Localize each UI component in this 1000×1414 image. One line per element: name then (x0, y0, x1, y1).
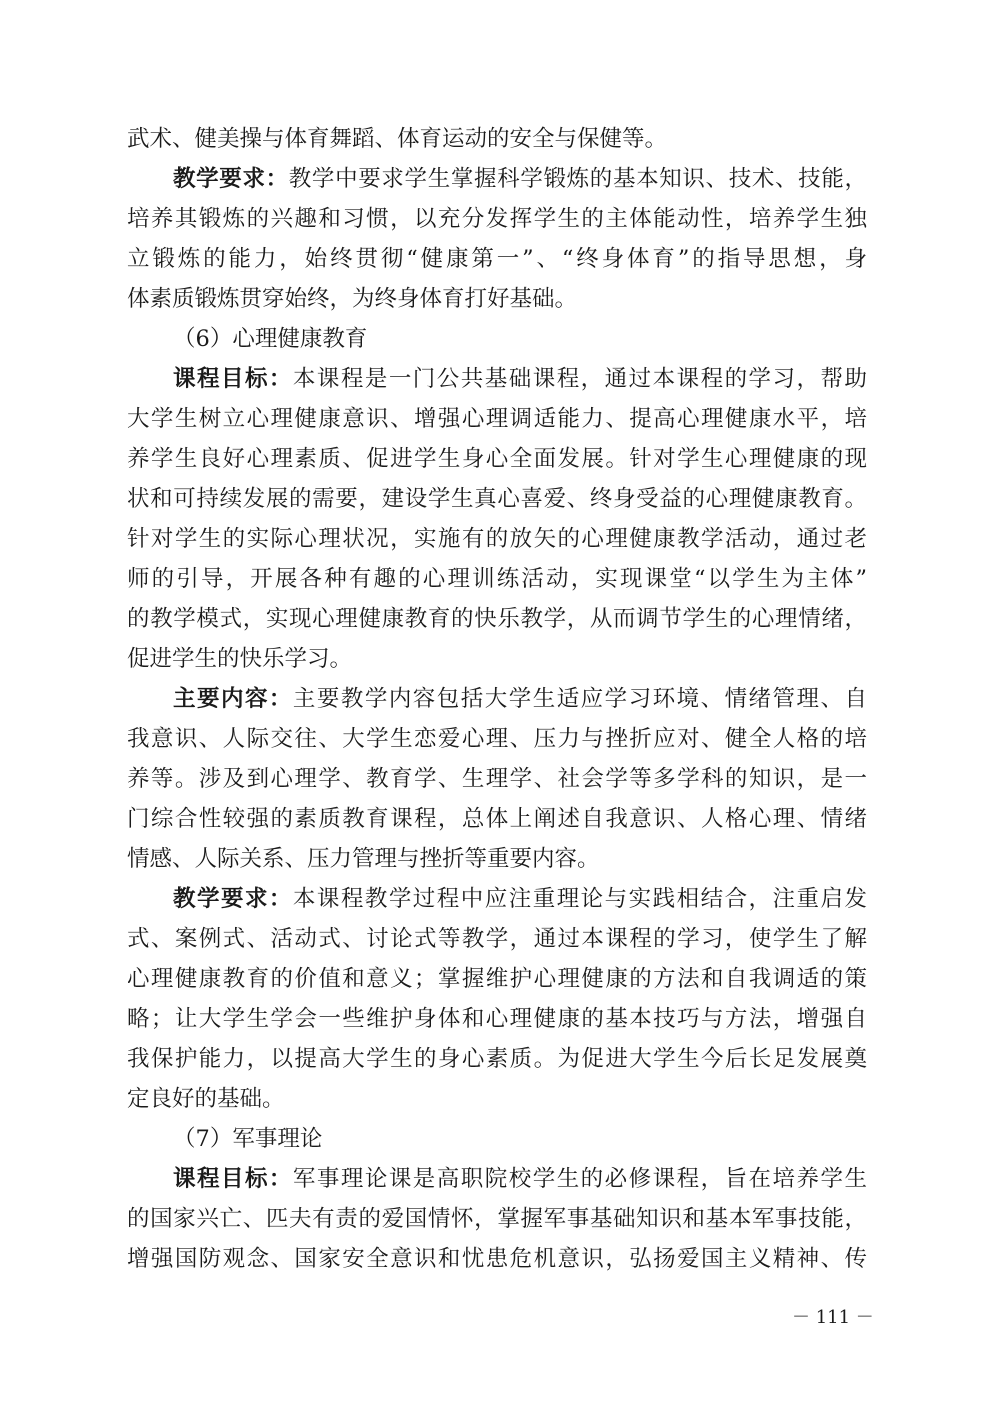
paragraph-line (127, 599, 867, 639)
paragraph-text: 促进学生的快乐学习。 (127, 646, 353, 672)
paragraph-text: 师的引导，开展各种有趣的心理训练活动，实现课堂“以学生为主体” (127, 566, 867, 592)
section-heading: （7）军事理论 (173, 1126, 323, 1152)
paragraph-line (173, 1159, 867, 1199)
paragraph-line (127, 199, 867, 239)
paragraph-text: 增强国防观念、国家安全意识和忧患危机意识，弘扬爱国主义精神、传 (127, 1246, 867, 1272)
paragraph-line (127, 119, 667, 159)
paragraph-line (127, 479, 867, 519)
paragraph-line (127, 519, 867, 559)
paragraph-text: 养学生良好心理素质、促进学生身心全面发展。针对学生心理健康的现 (127, 446, 867, 472)
paragraph-text: 心理健康教育的价值和意义；掌握维护心理健康的方法和自我调适的策 (127, 966, 867, 992)
paragraph-line (127, 239, 867, 279)
paragraph-text: 军事理论课是高职院校学生的必修课程，旨在培养学生 (292, 1166, 867, 1192)
paragraph-text: 的教学模式，实现心理健康教育的快乐教学，从而调节学生的心理情绪， (127, 606, 867, 632)
paragraph-text: 的国家兴亡、匹夫有责的爱国情怀，掌握军事基础知识和基本军事技能， (127, 1206, 867, 1232)
paragraph-text: 体素质锻炼贯穿始终，为终身体育打好基础。 (127, 286, 578, 312)
paragraph-lead-label: 课程目标： (173, 1166, 293, 1192)
paragraph-text: 本课程教学过程中应注重理论与实践相结合，注重启发 (292, 886, 867, 912)
paragraph-lead-label: 主要内容： (173, 686, 293, 712)
paragraph-text: 我保护能力，以提高大学生的身心素质。为促进大学生今后长足发展奠 (127, 1046, 867, 1072)
paragraph-line (173, 159, 867, 199)
paragraph-line (127, 719, 867, 759)
paragraph-text: 略；让大学生学会一些维护身体和心理健康的基本技巧与方法，增强自 (127, 1006, 867, 1032)
paragraph-line (127, 1079, 285, 1119)
paragraph-line (127, 919, 867, 959)
paragraph-line (173, 679, 867, 719)
paragraph-text: 大学生树立心理健康意识、增强心理调适能力、提高心理健康水平，培 (127, 406, 867, 432)
paragraph-line (127, 1039, 867, 1079)
paragraph-line (127, 999, 867, 1039)
page-number: － 111 － (792, 1307, 874, 1328)
paragraph-text: 式、案例式、活动式、讨论式等教学，通过本课程的学习，使学生了解 (127, 926, 867, 952)
paragraph-text: 武术、健美操与体育舞蹈、体育运动的安全与保健等。 (127, 126, 668, 152)
paragraph-line (127, 799, 867, 839)
paragraph-lead-label: 课程目标： (173, 366, 293, 392)
paragraph-line (127, 639, 352, 679)
paragraph-line (127, 399, 867, 439)
paragraph-line (173, 879, 867, 919)
section-heading: （6）心理健康教育 (173, 326, 368, 352)
paragraph-line (127, 279, 577, 319)
paragraph-text: 门综合性较强的素质教育课程，总体上阐述自我意识、人格心理、情绪 (127, 806, 867, 832)
paragraph-lead-label: 教学要求： (173, 166, 289, 192)
paragraph-line (173, 359, 867, 399)
paragraph-text: 主要教学内容包括大学生适应学习环境、情绪管理、自 (292, 686, 867, 712)
paragraph-text: 针对学生的实际心理状况，实施有的放矢的心理健康教学活动，通过老 (127, 526, 867, 552)
paragraph-text: 情感、人际关系、压力管理与挫折等重要内容。 (127, 846, 600, 872)
paragraph-lead-label: 教学要求： (173, 886, 293, 912)
paragraph-text: 教学中要求学生掌握科学锻炼的基本知识、技术、技能， (288, 166, 867, 192)
paragraph-line (127, 1199, 867, 1239)
paragraph-text: 本课程是一门公共基础课程，通过本课程的学习，帮助 (292, 366, 867, 392)
paragraph-line (127, 839, 600, 879)
paragraph-text: 养等。涉及到心理学、教育学、生理学、社会学等多学科的知识，是一 (127, 766, 867, 792)
paragraph-line (127, 1239, 867, 1279)
paragraph-line (127, 959, 867, 999)
paragraph-line (127, 439, 867, 479)
paragraph-text: 立锻炼的能力，始终贯彻“健康第一”、“终身体育”的指导思想，身 (127, 246, 867, 272)
paragraph-text: 状和可持续发展的需要，建设学生真心喜爱、终身受益的心理健康教育。 (127, 486, 867, 512)
paragraph-line (127, 559, 867, 599)
paragraph-line (127, 759, 867, 799)
paragraph-text: 培养其锻炼的兴趣和习惯，以充分发挥学生的主体能动性，培养学生独 (127, 206, 867, 232)
paragraph-text: 我意识、人际交往、大学生恋爱心理、压力与挫折应对、健全人格的培 (127, 726, 867, 752)
paragraph-text: 定良好的基础。 (127, 1086, 285, 1112)
